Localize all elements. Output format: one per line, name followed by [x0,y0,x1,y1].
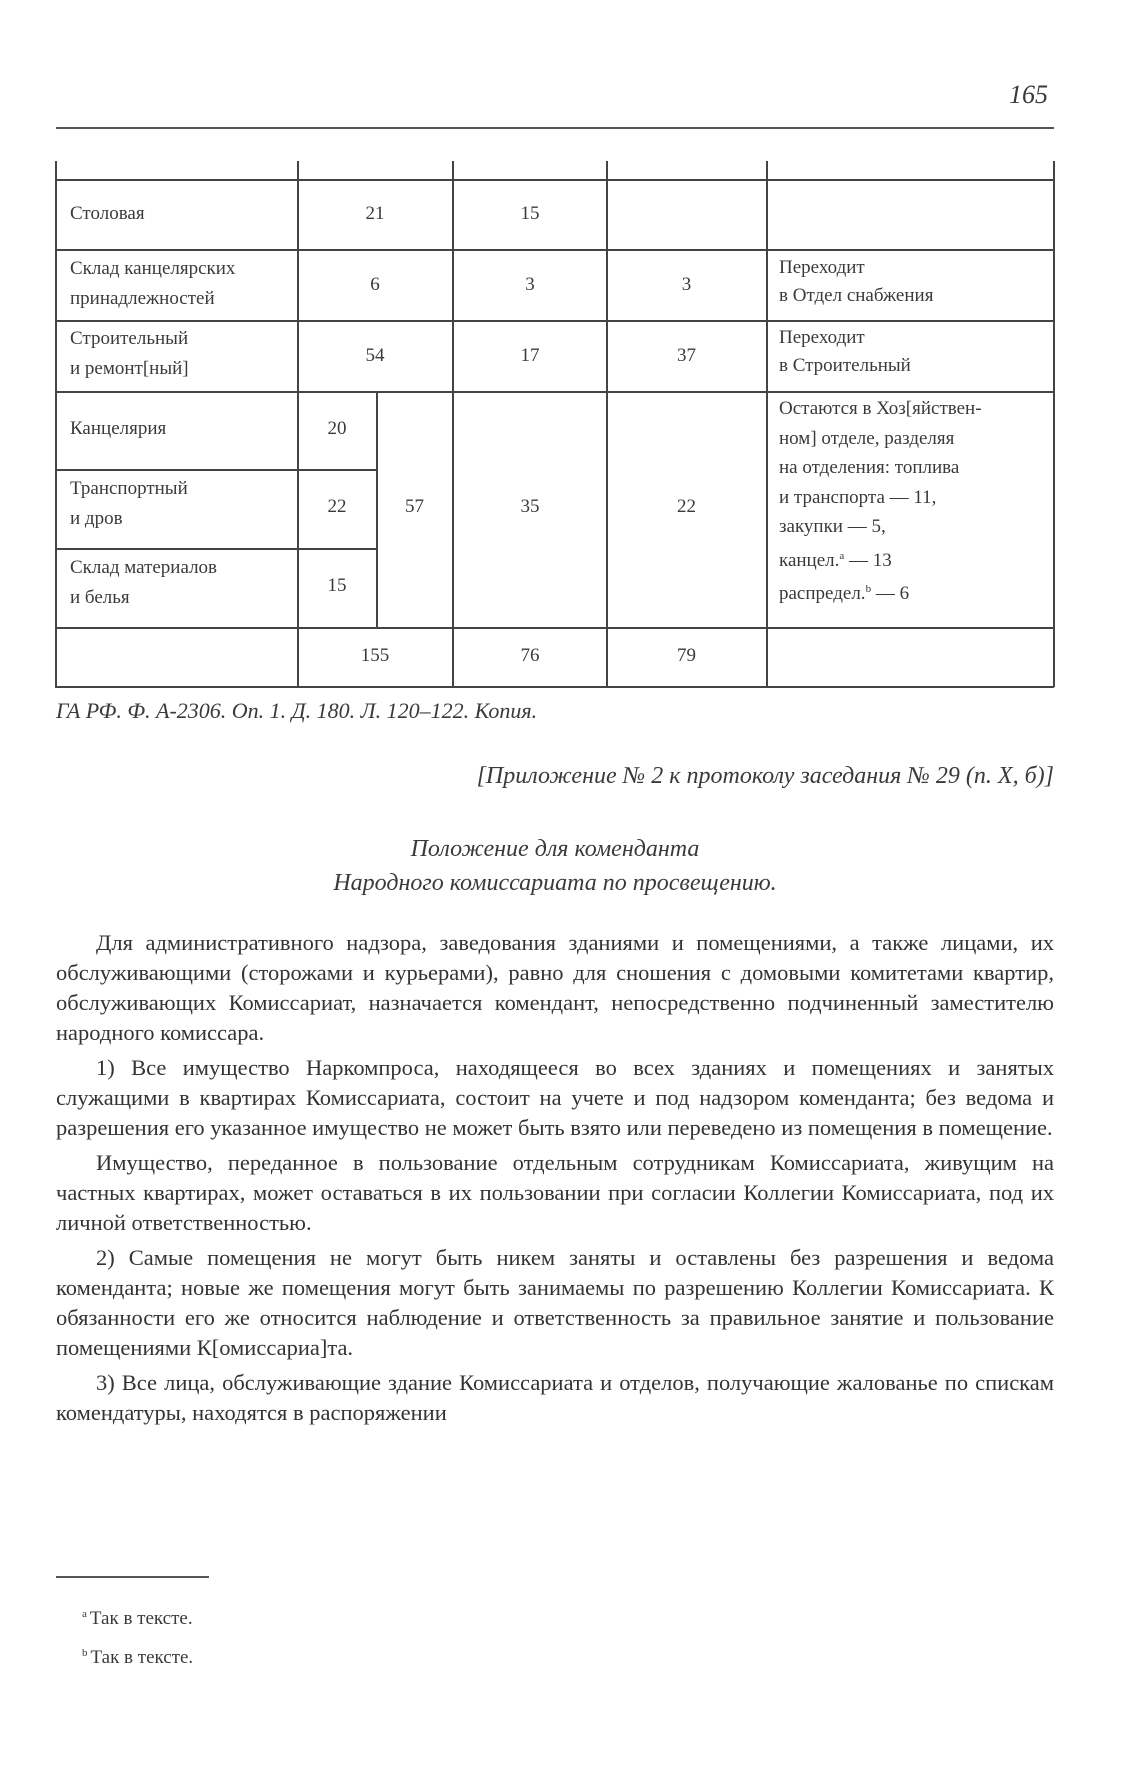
body-text [56,928,1054,1428]
cell-value: 15 [327,575,347,596]
note-line [779,575,982,609]
paragraph: 1) Все имущество Наркомпроса, находящееся во всех зданиях и помещениях и занятых служащими в квартирах Комиссариата, состоит на учете и под надзором коменданта; без ведома и разрешения его указанное имущество не может быть взято или переведено из помещения в помещение. [56,1055,1054,1140]
staff-table [0,0,1146,700]
row-label-line: и ремонт[ный] [70,358,189,379]
row-label: Столовая [70,203,145,224]
appendix-heading: [Приложение № 2 к протоколу заседания № 29 (п. X, б)] [476,763,1054,789]
cell-value: 22 [327,496,347,517]
footnote-marker: b [865,583,872,595]
source-citation: ГА РФ. Ф. А-2306. Оп. 1. Д. 180. Л. 120–122. Копия. [56,698,538,723]
cell-value: 20 [327,418,347,439]
cell-value: 37 [677,345,696,366]
note-line: на отделения: топлива [779,457,960,478]
row-label-line: Транспортный [70,478,188,499]
row-label [70,553,217,613]
row-label [70,474,188,534]
row-label [70,254,235,314]
cell-value: 6 [370,274,380,295]
cell-value: 54 [365,345,385,366]
footnote-text: Так в тексте. [89,1608,193,1629]
note-text: — 6 [871,583,910,604]
table-col-line-3 [606,161,608,687]
cell-note-line: в Строительный [779,355,911,376]
row-label [70,324,189,384]
total-value: 79 [677,645,696,666]
row-label-line: Склад материалов [70,557,218,578]
merged-cell-value: 35 [520,496,540,517]
footnote-marker: a [839,549,845,562]
table-border-left [55,161,57,687]
note-text: — 13 [844,549,892,571]
table-row-line [55,391,1054,393]
cell-value: 3 [525,274,535,295]
total-value: 76 [520,645,540,666]
total-value: 155 [360,645,390,666]
footnote [82,1597,193,1636]
row-label-line: принадлежностей [70,288,215,309]
table-row-line [55,469,377,471]
cell-value: 3 [681,274,692,295]
note-line: закупки — 5, [779,516,886,537]
table-row-line [55,548,377,550]
table-row-line [55,320,1054,322]
table-border-right [1053,161,1055,687]
cell-value: 21 [365,203,385,224]
footnote [82,1636,193,1675]
cell-value: 17 [520,345,540,366]
paragraph: Для административного надзора, заведования зданиями и помещениями, а также лицами, их обслуживающими (сторожами и курьерами), равно для сношения с домовыми комитетами квартир, обслуживающих Комиссариат, назначается комендант, непосредственно подчиненный заместителю народного комиссара. [56,930,1054,1045]
row-label-line: и дров [70,508,123,529]
footnote-mark: b [82,1647,88,1659]
note-line: и транспорта — 11, [779,486,937,508]
footnote-text: Так в тексте. [90,1647,194,1668]
document-title [56,832,1054,900]
footnote-mark: a [82,1608,87,1620]
note-text: распредел. [779,583,866,604]
note-line [779,542,982,576]
merged-cell-value: 22 [677,496,696,517]
row-label-line: Склад канцелярских [70,258,236,279]
cell-note-line: Переходит [779,257,865,278]
note-text: канцел. [779,549,840,571]
note-line: ном] отделе, разделяя [779,427,955,449]
note-line: Остаются в Хоз[яйствен- [779,398,982,419]
paragraph: Имущество, переданное в пользование отдельным сотрудникам Комиссариата, живущим на частных квартирах, может оставаться в их пользовании при согласии Коллегии Комиссариата, под их личной ответственностью. [56,1150,1054,1235]
cell-note-line: Переходит [779,327,865,348]
paragraph: 2) Самые помещения не могут быть никем заняты и оставлены без разрешения и ведома коменданта; новые же помещения могут быть занимаемы по разрешению Коллегии Комиссариата. К обязанности его же относится наблюдение и ответственность за правильное занятие и пользование помещениями К[омиссариа]та. [56,1245,1054,1360]
cell-note [779,324,911,380]
row-label-line: Строительный [70,328,189,349]
cell-note [779,254,933,310]
merged-cell-note [779,394,982,609]
table-col-line-4 [766,161,768,687]
table-row-line [55,179,1054,181]
merged-cell-value: 57 [405,496,424,517]
page-number: 165 [1009,80,1048,109]
table-row-line [55,627,1054,629]
row-label: Канцелярия [70,418,167,439]
table-col-line-2 [452,161,454,687]
table-border-bottom [55,686,1054,688]
footnotes [82,1597,193,1675]
cell-value: 15 [520,203,540,224]
cell-note-line: в Отдел снабжения [779,285,934,306]
row-label-line: и белья [70,587,130,608]
footnote-rule [56,1576,209,1578]
document-title-line: Народного комиссариата по просвещению. [333,870,777,896]
table-row-line [55,249,1054,251]
paragraph: 3) Все лица, обслуживающие здание Комиссариата и отделов, получающие жалованье по спискам комендатуры, находятся в распоряжении [56,1370,1054,1425]
document-title-line: Положение для коменданта [410,836,700,862]
